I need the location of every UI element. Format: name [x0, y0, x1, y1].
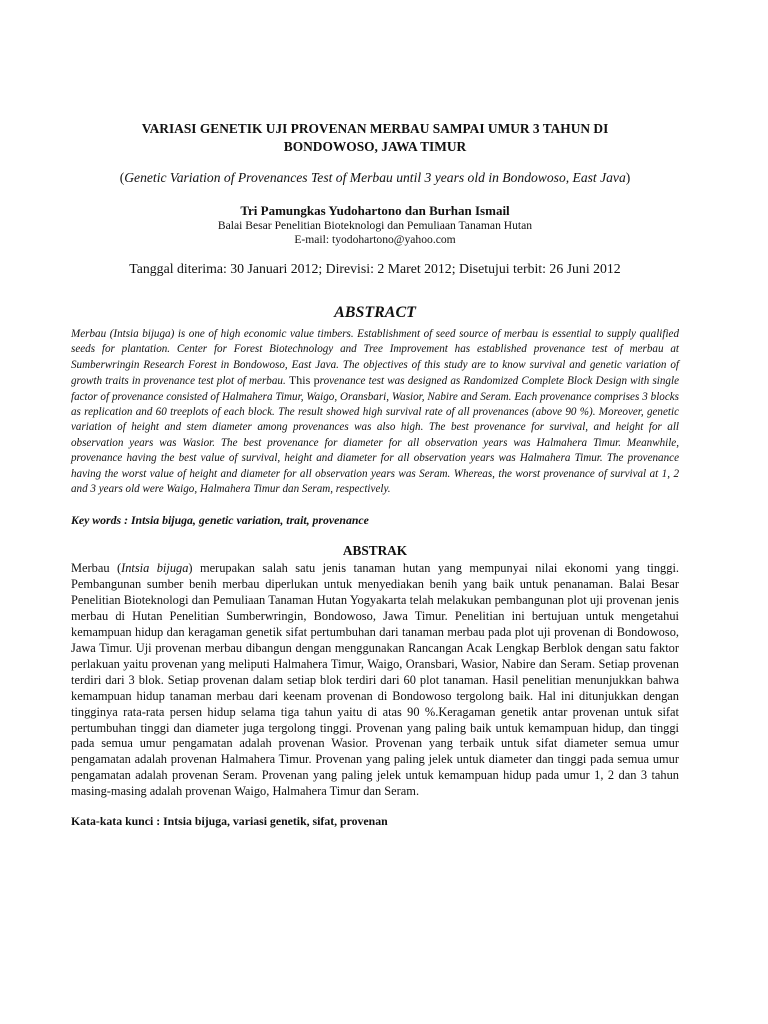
english-title-close-paren: )	[625, 170, 631, 185]
abstrak-heading: ABSTRAK	[342, 543, 408, 559]
english-title-text: Genetic Variation of Provenances Test of Merbau until 3 years old in Bondowoso, East Java	[124, 170, 626, 185]
abstrak-species: Intsia bijuga	[121, 561, 189, 576]
authors: Tri Pamungkas Yudohartono dan Burhan Ismail	[240, 203, 510, 218]
abstract-body	[71, 327, 679, 497]
abstrak-body	[71, 561, 679, 800]
abstrak-lead: Merbau (	[71, 561, 122, 576]
abstract-part-1: Merbau (Intsia bijuga) is one of high economic value timbers. Establishment of seed source of merbau is essential to supply qualified seeds for plantation. Center for Forest Biotechnology and Tree Improvement has established provenance test of merbau at Sumberwringin Research Forest in Bondowoso, East Java. The objectives of this study are to know survival and genetic variation of growth traits in provenance test plot of merbau.	[71, 328, 679, 388]
abstract-heading: ABSTRACT	[334, 304, 416, 321]
abstrak-text: ) merupakan salah satu jenis tanaman hutan yang mempunyai nilai ekonomi yang tinggi. Pembangunan sumber benih merbau diperlukan untuk menyediakan benih yang baik untuk penanaman. Balai Besar Penelitian Bioteknologi dan Pemuliaan Tanaman Hutan Yogyakarta telah melakukan pembangunan plot uji provenan jenis merbau di Hutan Penelitian Sumberwringin, Bondowoso, Jawa Timur. Penelitian ini bertujuan untuk mengetahui kemampuan hidup dan keragaman genetik sifat pertumbuhan dari tanaman merbau pada plot uji provenan di Bondowoso, Jawa Timur. Uji provenan merbau dibangun dengan menggunakan Rancangan Acak Lengkap Berblok dengan satu faktor perlakuan yaitu provenan yang meliputi Halmahera Timur, Waigo, Oransbari, Wasior, Nabire dan Seram. Setiap provenan terdiri dari 3 blok. Setiap provenan dalam setiap blok terdiri dari 60 plot tanaman. Hasil penelitian menunjukkan bahwa kemampuan hidup tanaman merbau dari keenam provenan di Bondowoso tergolong baik. Hal ini ditunjukkan dengan tingginya rata-rata persen hidup selama tiga tahun yaitu di atas 90 %.Keragaman genetik antar provenan untuk sifat pertumbuhan tinggi dan diameter juga tergolong tinggi. Provenan yang paling baik untuk kemampuan hidup, dan tinggi pada semua umur pengamatan adalah provenan Wasior. Provenan yang terbaik untuk sifat diameter semua umur pengamatan adalah provenan Halmahera Timur. Provenan yang paling jelek untuk diameter dan tinggi pada semua umur pengamatan adalah provenan Seram. Provenan yang paling jelek untuk kemampuan hidup pada umur 1, 2 dan 3 tahun masing-masing adalah provenan Waigo, Halmahera Timur dan Seram.	[71, 561, 679, 799]
keywords-text: Intsia bijuga, genetic variation, trait, provenance	[130, 513, 369, 528]
paper-title	[71, 120, 679, 156]
affiliation: Balai Besar Penelitian Bioteknologi dan Pemuliaan Tanaman Hutan	[217, 219, 533, 232]
submission-dates: Tanggal diterima: 30 Januari 2012; Direvisi: 2 Maret 2012; Disetujui terbit: 26 Juni 2012	[129, 261, 621, 276]
keywords-separator: :	[121, 513, 131, 528]
kata-kunci: Kata-kata kunci : Intsia bijuga, variasi genetik, sifat, provenan	[71, 814, 388, 829]
email: E-mail: tyodohartono@yahoo.com	[294, 233, 456, 246]
english-title-open-paren: (	[119, 170, 125, 185]
title-line-1: VARIASI GENETIK UJI PROVENAN MERBAU SAMPAI UMUR 3 TAHUN DI	[141, 121, 609, 136]
abstract-this-word: This p	[288, 373, 320, 388]
english-title	[71, 169, 679, 187]
title-line-2: BONDOWOSO, JAWA TIMUR	[283, 139, 467, 154]
keywords-label: Key words	[71, 513, 122, 528]
keywords	[71, 513, 679, 528]
paper-page	[71, 120, 679, 829]
abstract-part-2: rovenance test was designed as Randomized Complete Block Design with single factor of provenance consisted of Halmahera Timur, Waigo, Oransbari, Wasior, Nabire and Seram. Each provenance comprises 3 blocks as replication and 60 treeplots of each block. The result showed high survival rate of all provenances (above 90 %). Moreover, genetic variation of height and stem diameter among provenances was also high. The best provenance for survival, and height for all observation years was Wasior. The best provenance for diameter for all observation years was Halmahera Timur. Meanwhile, provenance having the best value of survival, height and diameter for all observation years was Halmahera Timur. The provenance having the worst value of height and diameter for all observation years was Seram. Whereas, the worst provenance of survival at 1, 2 and 3 years old were Waigo, Halmahera Timur dan Seram, respectively.	[71, 375, 679, 496]
